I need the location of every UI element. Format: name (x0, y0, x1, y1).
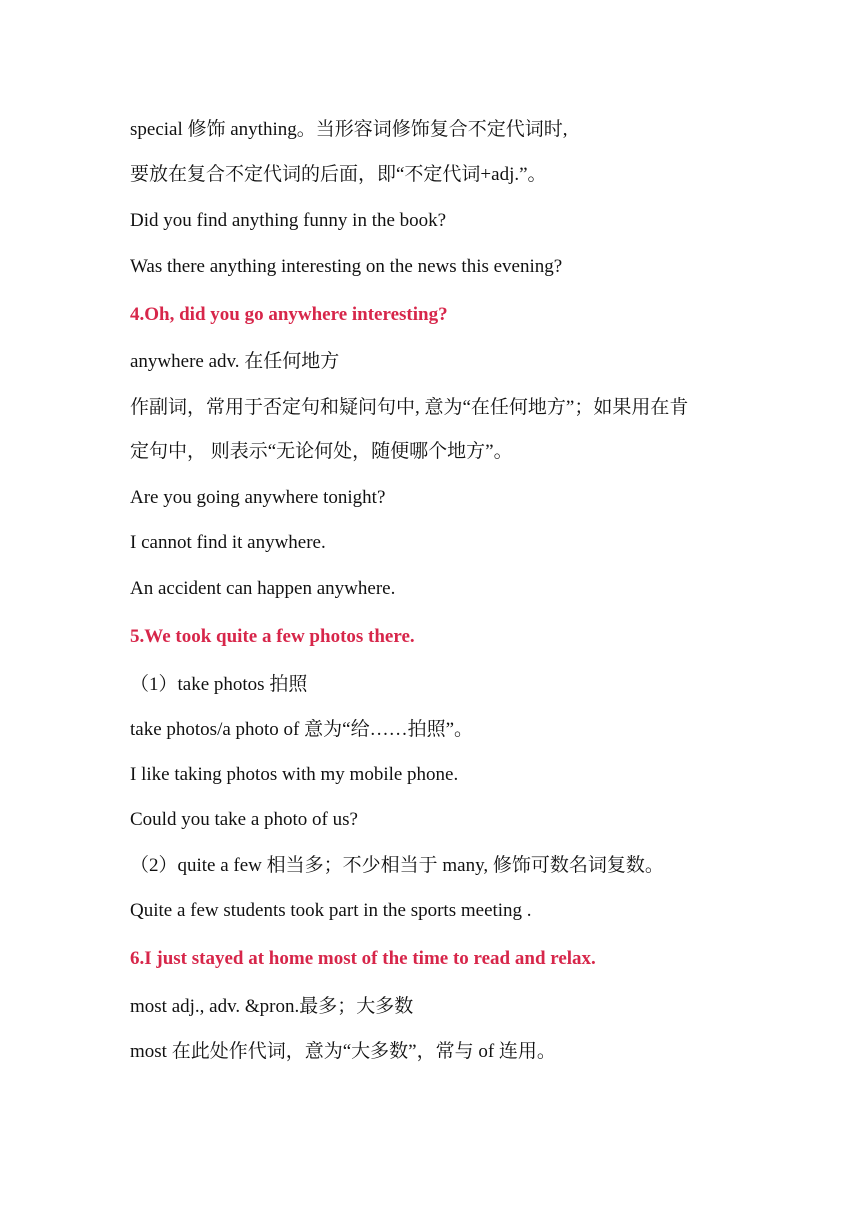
section-heading: 4.Oh, did you go anywhere interesting? (130, 304, 448, 325)
vocab-definition: （1）take photos 拍照 (130, 674, 308, 695)
body-text: 要放在复合不定代词的后面，即“不定代词+adj.”。 (130, 164, 547, 185)
example-sentence: I like taking photos with my mobile phone. (130, 764, 459, 785)
body-text: 定句中， 则表示“无论何处，随便哪个地方”。 (130, 441, 513, 462)
vocab-definition: （2）quite a few 相当多；不少相当于 many, 修饰可数名词复数。 (130, 855, 664, 876)
example-sentence: Quite a few students took part in the sports meeting . (130, 900, 532, 921)
example-sentence: Are you going anywhere tonight? (130, 487, 386, 508)
body-text: 作副词，常用于否定句和疑问句中, 意为“在任何地方”；如果用在肯 (130, 397, 689, 418)
vocab-definition: anywhere adv. 在任何地方 (130, 351, 340, 372)
example-sentence: I cannot find it anywhere. (130, 532, 326, 553)
body-text: most 在此处作代词，意为“大多数”，常与 of 连用。 (130, 1041, 556, 1062)
section-heading: 6.I just stayed at home most of the time to read and relax. (130, 948, 596, 969)
example-sentence: Could you take a photo of us? (130, 809, 358, 830)
vocab-definition: most adj., adv. &pron.最多；大多数 (130, 996, 414, 1017)
example-sentence: Did you find anything funny in the book? (130, 210, 447, 231)
body-text: take photos/a photo of 意为“给……拍照”。 (130, 719, 474, 740)
example-sentence: Was there anything interesting on the news this evening? (130, 256, 563, 277)
body-text: special 修饰 anything。当形容词修饰复合不定代词时, (130, 119, 568, 140)
section-heading: 5.We took quite a few photos there. (130, 626, 415, 647)
example-sentence: An accident can happen anywhere. (130, 578, 396, 599)
